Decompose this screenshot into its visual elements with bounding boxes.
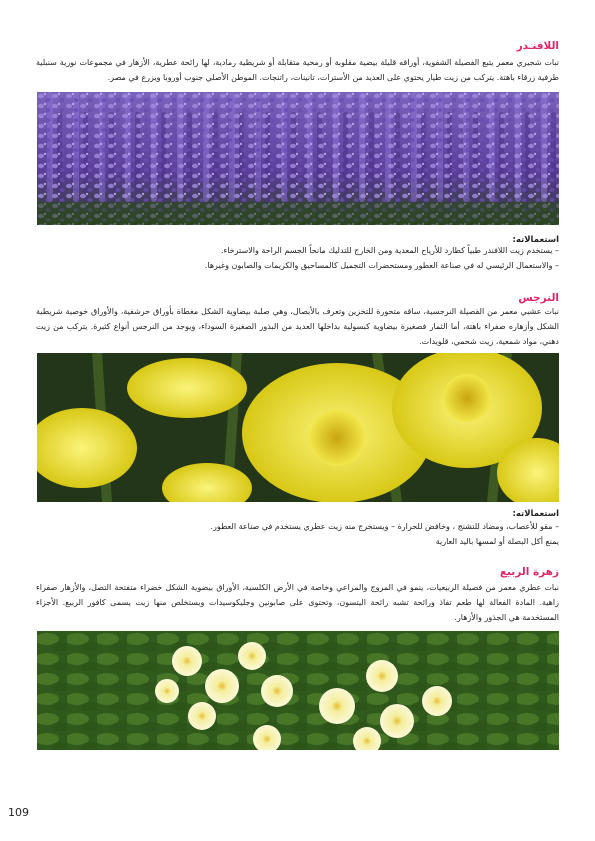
lavender-uses-list (36, 243, 559, 273)
primrose-photo (37, 631, 559, 750)
narcissus-uses-heading: استعمالاته: (512, 509, 559, 519)
list-item: يمنع أكل البصلة أو لمسها باليد العارية (435, 537, 559, 546)
primrose-description: نبات عطري معمر من فصيلة الربيعيات، ينمو في المروج والمراعي وخاصة في الأرض الكلسية، الأوراق بيضوية الشكل خضراء متفتحة التصل، والأزهار صفراء زاهية. المادة الفعالة لها طعم تفاذ ورائحة تشبه رائحة اليتسون، وتحتوى على صابونين وجليكوسيدات ويستخلص منها زيت يسمى كافور الربيع. الأجزاء المستخدمة هي الجذور والأزهار. (36, 583, 559, 622)
page-number: 109 (8, 806, 29, 819)
lavender-uses-heading: استعمالاته: (512, 235, 559, 245)
narcissus-uses-list (36, 519, 559, 549)
section-title-lavender: اللافنـدر (516, 40, 559, 52)
lavender-description: نبات شجيري معمر يتبع الفصيلة الشفوية، أوراقه قليلة بيضية مقلوبة أو رمحية متقابلة أو شريطية رمادية، لها رائحة عطرية، الأزهار في مجموعات نورية سنبلية طرفية زرقاء باهتة. يتركب من زيت طيار يحتوي على العديد من الأسترات، تانينات، راتنجات. الموطن الأصلي جنوب أوروبا ويزرع في مصر. (36, 58, 559, 82)
list-item: – يستخدم زيت اللافندر طبياً كطارد للأرياح المعدية ومن الخارج للتدليك مانحاً الجسم الراحة والاسترخاء. (220, 246, 559, 255)
list-item: – والاستعمال الرئيسي له في صناعة العطور ومستحضرات التجميل كالمساحيق والكريمات والصابون وغيرها. (204, 261, 559, 270)
section-title-narcissus: النرجس (518, 292, 559, 304)
list-item: – مقو للأعصاب، ومضاد للتشنج ، وخافض للحرارة – ويستخرج منه زيت عطري يستخدم في صناعة العطور. (210, 522, 559, 531)
lavender-photo (37, 92, 559, 225)
section-title-primrose: زهرة الربيع (499, 566, 559, 578)
narcissus-photo (37, 353, 559, 502)
narcissus-description: نبات عشبي معمر من الفصيلة النرجسية، ساقه متحورة للتخزين وتعرف بالأبصال، وهي صلبة بيضاوية الشكل مغطاة بأوراق حرشفية، والأوراق خوصية شريطية الشكل وأزهاره صفراء باهتة، أما الثمار فصغيرة بيضاوية كبسولية بداخلها العديد من البذور الصغيرة السوداء، ويوجد من النرجس أنواع كثيرة. يتركب من زيت دهني، مواد شمعية، زيت شحمي، قلويدات. (36, 307, 559, 346)
